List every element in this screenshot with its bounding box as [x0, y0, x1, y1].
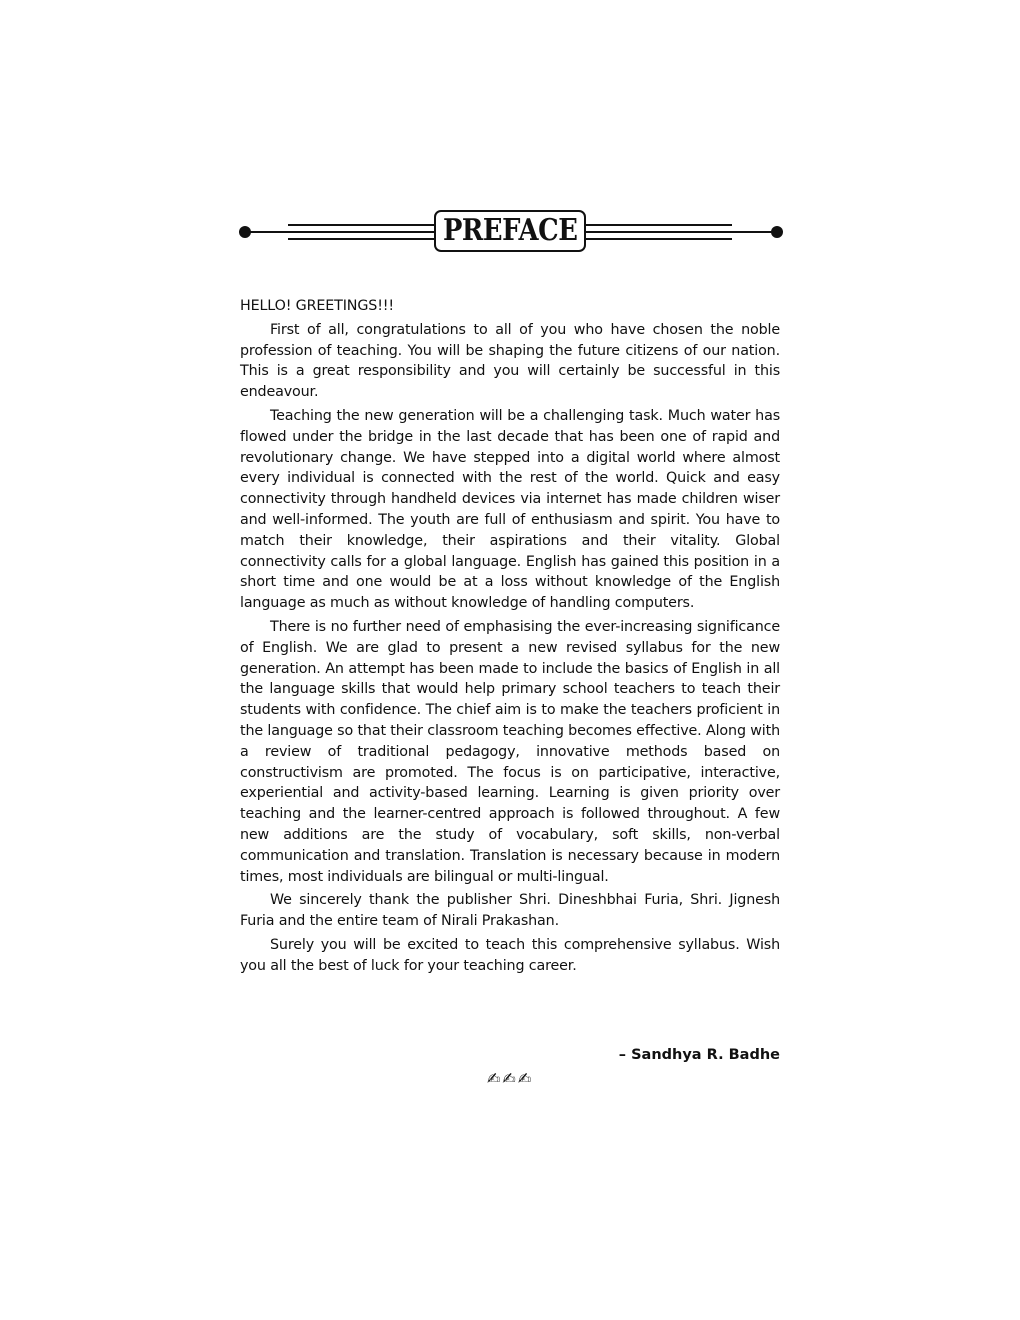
- page-title: PREFACE: [442, 213, 578, 248]
- paragraph-thanks: We sincerely thank the publisher Shri. Dineshbhai Furia, Shri. Jignesh Furia and the entire team of Nirali Prakashan.: [240, 892, 780, 930]
- preface-body: [240, 296, 780, 980]
- paragraph-syllabus: There is no further need of emphasising the ever-increasing significance of English. We are glad to present a new revised syllabus for the new generation. An attempt has been made to include the basics of English in all the language skills that would help primary school teachers to teach their students with confidence. The chief aim is to make the teachers proficient in the language so that their classroom teaching becomes effective. Along with a review of traditional pedagogy, innovative methods based on constructivism are promoted. The focus is on participative, interactive, experiential and activity-based learning. Learning is given priority over teaching and the learner-centred approach is followed throughout. A few new additions are the study of vocabulary, soft skills, non-verbal communication and translation. Translation is necessary because in modern times, most individuals are bilingual or multi-lingual.: [240, 618, 780, 885]
- banner-line: [246, 231, 436, 233]
- banner-line: [288, 224, 436, 226]
- paragraph-closing: Surely you will be excited to teach this comprehensive syllabus. Wish you all the best of luck for your teaching career.: [240, 936, 780, 974]
- title-box: [434, 210, 586, 252]
- writing-hand-icon: ✍✍✍: [486, 1069, 534, 1088]
- greeting: HELLO! GREETINGS!!!: [240, 298, 394, 314]
- paragraph-new-generation: Teaching the new generation will be a challenging task. Much water has flowed under the bridge in the last decade that has been one of rapid and revolutionary change. We have stepped into a digital world where almost every individual is connected with the rest of the world. Quick and easy connectivity through handheld devices via internet has made children wiser and well-informed. The youth are full of enthusiasm and spirit. You have to match their knowledge, their aspirations and their vitality. Global connectivity calls for a global language. English has gained this position in a short time and one would be at a loss without knowledge of the English language as much as without knowledge of handling computers.: [240, 407, 780, 612]
- author-signature: – Sandhya R. Badhe: [618, 1047, 780, 1063]
- paragraph-congratulations: First of all, congratulations to all of you who have chosen the noble profession of teaching. You will be shaping the future citizens of our nation. This is a great responsibility and you will certainly be successful in this endeavour.: [240, 321, 780, 401]
- banner-line: [584, 238, 732, 240]
- banner-line: [584, 224, 732, 226]
- preface-banner: [238, 210, 784, 256]
- banner-line: [584, 231, 776, 233]
- banner-line: [288, 238, 436, 240]
